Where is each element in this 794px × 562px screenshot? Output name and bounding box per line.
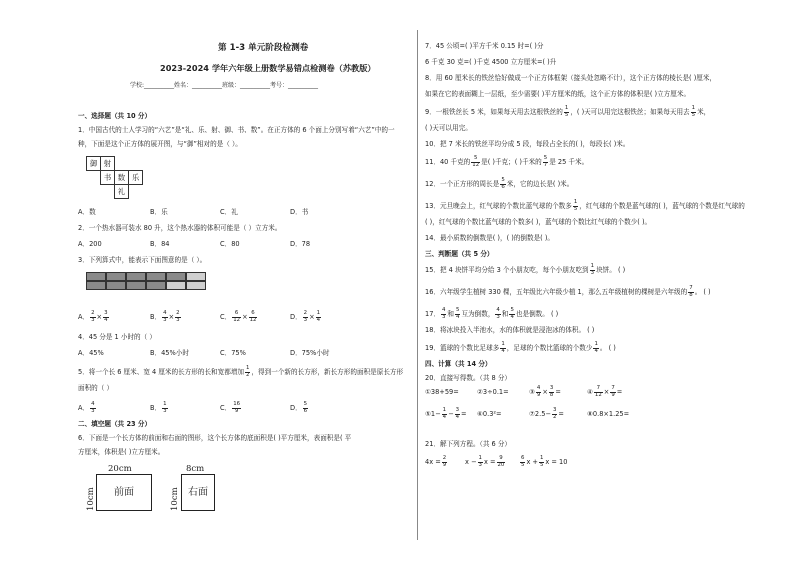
- fraction: $\frac{7}{8}$: [689, 285, 693, 298]
- section-calc-heading: 四、计算（共 14 分）: [425, 360, 492, 368]
- front-width-label: 20cm: [108, 464, 132, 474]
- q20-text: 20．直接写得数。（共 8 分）: [425, 374, 512, 382]
- fraction: $\frac{5}{4}$: [456, 307, 460, 320]
- section-judge-heading: 三、判断题（共 5 分）: [425, 250, 494, 258]
- cube-net: [86, 156, 146, 201]
- column-divider: [417, 30, 418, 540]
- equation-2: x − $\frac{1}{3}$ x = $\frac{9}{20}$: [465, 455, 505, 468]
- fraction: $\frac{5}{4}$: [510, 307, 514, 320]
- q8-line1: 8．用 60 厘米长的铁丝恰好做成一个正方体框架（接头处忽略不计），这个正方体的棱长是( )厘米，: [425, 74, 717, 82]
- q9-line1: 9．一根铁丝长 5 米，如果每天用去这根铁丝的 $\frac{1}{5}$ ，( )天可以用完这根铁丝；如果每天用去 $\frac{1}{5}$ 米，: [425, 105, 711, 118]
- fraction: $\frac{4}{3}$: [91, 401, 95, 414]
- q4-text: 4．45 分是 1 小时的（ ）: [78, 333, 156, 341]
- bar-cell: [106, 272, 126, 281]
- fraction: $\frac{16}{9}$: [233, 401, 241, 414]
- bar-cell: [106, 281, 126, 290]
- front-face: 前面: [96, 474, 152, 511]
- q21-text: 21．解下列方程。（共 6 分）: [425, 440, 512, 448]
- q13-line2: ( )，红气球的个数比蓝气球的个数多( )，蓝气球的个数比红气球的个数少( )。: [425, 218, 652, 226]
- bar-cell: [166, 281, 186, 290]
- bar-cell: [126, 272, 146, 281]
- bar-cell: [166, 272, 186, 281]
- equation-1: 4x = $\frac{2}{9}$: [425, 455, 447, 468]
- q3-option-b[interactable]: B． $\frac{4}{3}$ × $\frac{2}{3}$: [150, 310, 180, 323]
- q1-option-c[interactable]: C．礼: [220, 208, 238, 216]
- net-cell-yu: 御: [86, 156, 101, 171]
- bar-cell: [146, 281, 166, 290]
- q6-text-line2: 方厘米，体积是( )立方厘米。: [78, 448, 165, 456]
- calc-5: ⑤1− $\frac{1}{4}$ − $\frac{3}{4}$ =: [425, 407, 467, 420]
- fraction: $\frac{5}{12}$: [472, 155, 480, 168]
- q5-option-c[interactable]: C． $\frac{16}{9}$: [220, 401, 241, 414]
- fraction: $\frac{1}{5}$: [564, 105, 569, 118]
- q17-text: 17． $\frac{4}{3}$ 和 $\frac{5}{4}$ 互为倒数， $\frac{4}{3}$ 和 $\frac{5}{4}$ 也是倒数。 ( ): [425, 307, 559, 320]
- q19-text: 19．篮球的个数比足球多 $\frac{1}{4}$ ，足球的个数比篮球的个数少 $\frac{1}{4}$ 。 ( ): [425, 341, 616, 354]
- section-fill-heading: 二、填空题（共 23 分）: [78, 420, 152, 428]
- q13-line1: 13．元旦晚会上，红气球的个数比蓝气球的个数多 $\frac{1}{5}$ ，红气球的个数是蓝气球的( )，蓝气球的个数是红气球的: [425, 199, 745, 212]
- net-cell-she: 射: [100, 156, 115, 171]
- q9-line2: ( )天可以用完。: [425, 124, 472, 132]
- q16-text: 16．六年级学生植树 330 棵，五年级比六年级少植 1，那么五年级植树的棵树是六年级的 $\frac{7}{8}$ 。 ( ): [425, 285, 711, 298]
- fraction: $\frac{4}{3}$: [441, 307, 446, 320]
- fraction: $\frac{4}{3}$: [496, 307, 500, 320]
- q4-option-c[interactable]: C．75%: [220, 349, 246, 357]
- fraction: $\frac{1}{4}$: [594, 341, 598, 354]
- q2-text: 2．一个热水器可装水 80 升，这个热水器的体积可能是（ ）立方米。: [78, 224, 282, 232]
- equation-3: $\frac{6}{5}$ x + $\frac{1}{5}$ x = 10: [521, 455, 568, 468]
- right-width-label: 8cm: [186, 464, 205, 474]
- fraction: $\frac{6}{12}$: [233, 310, 241, 323]
- q5-text-line1: 5．将一个长 6 厘米、宽 4 厘米的长方形的长和宽都增加 $\frac{1}{2}$ ，得到一个新的长方形，新长方形的面积是原长方形: [78, 365, 404, 378]
- bar-cell: [126, 281, 146, 290]
- q18-text: 18．将冰块投入半池水，水的体积就是浸泡冰的体积。 ( ): [425, 326, 595, 334]
- fraction: $\frac{5}{6}$: [303, 401, 308, 414]
- q10-text: 10．把 7 米长的铁丝平均分成 5 段，每段占全长的( )，每段长( )米。: [425, 140, 630, 148]
- right-face: 右面: [181, 474, 215, 511]
- student-info-line: 学校:__________姓名：__________班级：__________考号：__________: [130, 82, 319, 89]
- fraction: $\frac{6}{12}$: [249, 310, 257, 323]
- q5-option-d[interactable]: D． $\frac{5}{6}$: [290, 401, 308, 414]
- calc-2: ②3÷0.1=: [477, 388, 509, 396]
- bar-cell: [86, 272, 106, 281]
- q2-option-c[interactable]: C．80: [220, 240, 240, 248]
- q3-option-d[interactable]: D． $\frac{2}{3}$ × $\frac{1}{4}$: [290, 310, 321, 323]
- exam-title: 第 1-3 单元阶段检测卷: [218, 43, 309, 53]
- q2-option-b[interactable]: B．84: [150, 240, 170, 248]
- q4-option-d[interactable]: D．75%小时: [290, 349, 330, 357]
- fraction-bars-figure: [86, 272, 210, 300]
- q3-option-c[interactable]: C． $\frac{6}{12}$ × $\frac{6}{12}$: [220, 310, 257, 323]
- net-cell-yue: 乐: [128, 170, 143, 185]
- q7-line2: 6 千克 30 克=( )千克 4500 立方厘米=( )升: [425, 58, 557, 66]
- q6-text-line1: 6．下面是一个长方体的前面和右面的图形，这个长方体的底面积是( )平方厘米，表面积是( 平: [78, 434, 352, 442]
- q1-text-line2: 种，下面是这个正方体的展开图，与“御”相对的是（ ）。: [78, 140, 242, 148]
- q8-line2: 如果在它的表面糊上一层纸，至少需要( )平方厘米的纸，这个正方体的体积是( )立方厘米。: [425, 90, 691, 98]
- calc-6: ⑥0.3²=: [477, 410, 502, 418]
- fraction: $\frac{1}{4}$: [501, 341, 505, 354]
- net-cell-li: 礼: [114, 184, 129, 199]
- q1-text-line1: 1．中国古代的士人学习的“六艺”是“礼、乐、射、御、书、数”。在正方体的 6 个面上分别写着“六艺”中的一: [78, 126, 395, 134]
- q2-option-d[interactable]: D．78: [290, 240, 311, 248]
- q4-option-a[interactable]: A．45%: [78, 349, 104, 357]
- q2-option-a[interactable]: A．200: [78, 240, 102, 248]
- fraction: $\frac{1}{5}$: [573, 199, 578, 212]
- fraction: $\frac{1}{3}$: [163, 401, 167, 414]
- q3-text: 3．下列算式中，能表示下面图意的是（ ）。: [78, 256, 207, 264]
- bar-cell: [186, 281, 206, 290]
- net-cell-shu2: 数: [114, 170, 129, 185]
- q5-option-a[interactable]: A． $\frac{4}{3}$: [78, 401, 95, 414]
- fraction: $\frac{4}{3}$: [163, 310, 167, 323]
- q11-text: 11．40 千克的 $\frac{5}{12}$ 是( )千克；( )千米的 $\frac{5}{7}$ 是 25 千米。: [425, 155, 589, 168]
- q7-line1: 7．45 公顷=( )平方千米 0.15 时=( )分: [425, 42, 544, 50]
- q1-option-b[interactable]: B．乐: [150, 208, 168, 216]
- q15-text: 15．把 4 块饼平均分给 3 个小朋友吃，每个小朋友吃到 $\frac{1}{3}$ 块饼。 ( ): [425, 263, 626, 276]
- q1-option-a[interactable]: A．数: [78, 208, 96, 216]
- calc-8: ⑧0.8×1.25=: [587, 410, 630, 418]
- calc-4: ④ $\frac{7}{12}$ × $\frac{7}{9}$ =: [587, 385, 623, 398]
- fraction: $\frac{2}{3}$: [176, 310, 180, 323]
- bar-cell: [186, 272, 206, 281]
- fraction: $\frac{2}{3}$: [303, 310, 308, 323]
- fraction: $\frac{1}{2}$: [246, 365, 250, 378]
- calc-7: ⑦2.5− $\frac{3}{2}$ =: [529, 407, 564, 420]
- q14-text: 14．最小质数的倒数是( )，( )的倒数是( )。: [425, 234, 555, 242]
- front-height-label: 10cm: [86, 487, 96, 511]
- fraction: $\frac{3}{4}$: [104, 310, 108, 323]
- right-height-label: 10cm: [170, 487, 180, 511]
- fraction: $\frac{1}{5}$: [691, 105, 696, 118]
- q12-text: 12．一个正方形的周长是 $\frac{5}{6}$ 米，它的边长是( )米。: [425, 177, 574, 190]
- q5-text-line2: 面积的（ ）: [78, 384, 114, 392]
- fraction: $\frac{2}{3}$: [91, 310, 95, 323]
- q3-option-a[interactable]: A． $\frac{2}{3}$ × $\frac{3}{4}$: [78, 310, 108, 323]
- fraction: $\frac{5}{7}$: [543, 155, 548, 168]
- exam-subtitle: 2023-2024 学年六年级上册数学易错点检测卷（苏教版）: [160, 63, 376, 73]
- fraction: $\frac{1}{3}$: [590, 263, 595, 276]
- bar-cell: [86, 281, 106, 290]
- q1-option-d[interactable]: D．书: [290, 208, 309, 216]
- bar-cell: [146, 272, 166, 281]
- calc-3: ③ $\frac{4}{9}$ × $\frac{3}{8}$ =: [529, 385, 561, 398]
- fraction: $\frac{5}{6}$: [501, 177, 505, 190]
- fraction: $\frac{1}{4}$: [316, 310, 321, 323]
- net-cell-shu: 书: [100, 170, 115, 185]
- calc-1: ①38+59=: [425, 388, 459, 396]
- section-choice-heading: 一、选择题（共 10 分）: [78, 112, 152, 120]
- q4-option-b[interactable]: B．45%小时: [150, 349, 189, 357]
- q5-option-b[interactable]: B． $\frac{1}{3}$: [150, 401, 167, 414]
- q3-option-a-label: A．: [78, 313, 90, 321]
